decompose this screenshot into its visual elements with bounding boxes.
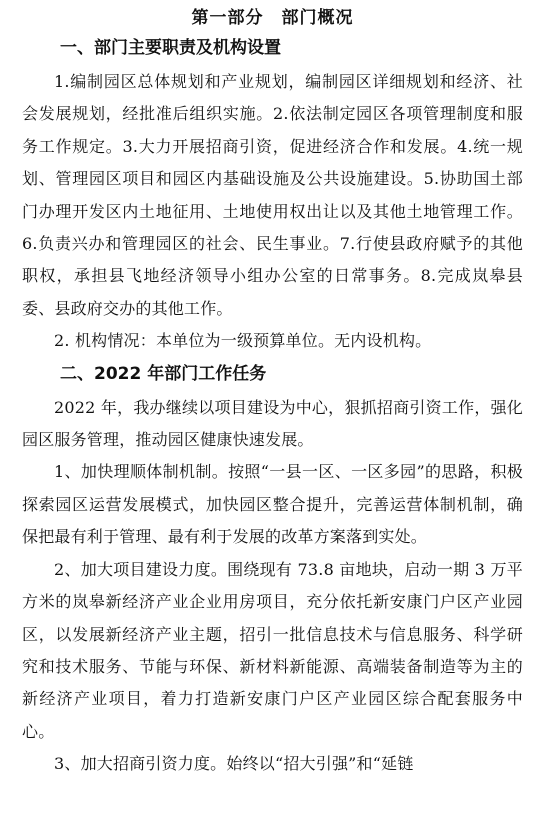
page-title: 第一部分 部门概况 bbox=[191, 8, 354, 28]
paragraph-task-2: 2、加大项目建设力度。围绕现有 73.8 亩地块，启动一期 3 万平方米的岚皋新经济产业企业用房项目，充分依托新安康门户区产业园区，以发展新经济产业主题，招引一批信息技术与信息服务、科学研究和技术服务、节能与环保、新材料新能源、高端装备制造等为主的新经济产业项目，着力打造新安康门户区产业园区综合配套服务中心。 bbox=[22, 559, 523, 741]
paragraph-organization: 2. 机构情况：本单位为一级预算单位。无内设机构。 bbox=[54, 331, 432, 351]
paragraph-task-3: 3、加大招商引资力度。始终以“招大引强”和“延链 bbox=[54, 754, 414, 774]
paragraph-tasks-intro: 2022 年，我办继续以项目建设为中心，狠抓招商引资工作，强化园区服务管理，推动园区健康快速发展。 bbox=[22, 397, 523, 450]
paragraph-duties: 1.编制园区总体规划和产业规划，编制园区详细规划和经济、社会发展规划，经批准后组织实施。2.依法制定园区各项管理制度和服务工作规定。3.大力开展招商引资，促进经济合作和发展。4.统一规划、管理园区项目和园区内基础设施及公共设施建设。5.协助国土部门办理开发区内土地征用、土地使用权出让以及其他土地管理工作。6.负责兴办和管理园区的社会、民生事业。7.行使县政府赋予的其他职权，承担县飞地经济领导小组办公室的日常事务。8.完成岚皋县委、县政府交办的其他工作。 bbox=[22, 72, 523, 318]
section-heading-duties: 一、部门主要职责及机构设置 bbox=[60, 38, 281, 58]
paragraph-task-1: 1、加快理顺体制机制。按照“一县一区、一区多园”的思路，积极探索园区运营发展模式，加快园区整合提升，完善运营体制机制，确保把最有利于管理、最有利于发展的改革方案落到实处。 bbox=[22, 462, 523, 547]
section-heading-tasks: 二、2022 年部门工作任务 bbox=[60, 363, 267, 384]
